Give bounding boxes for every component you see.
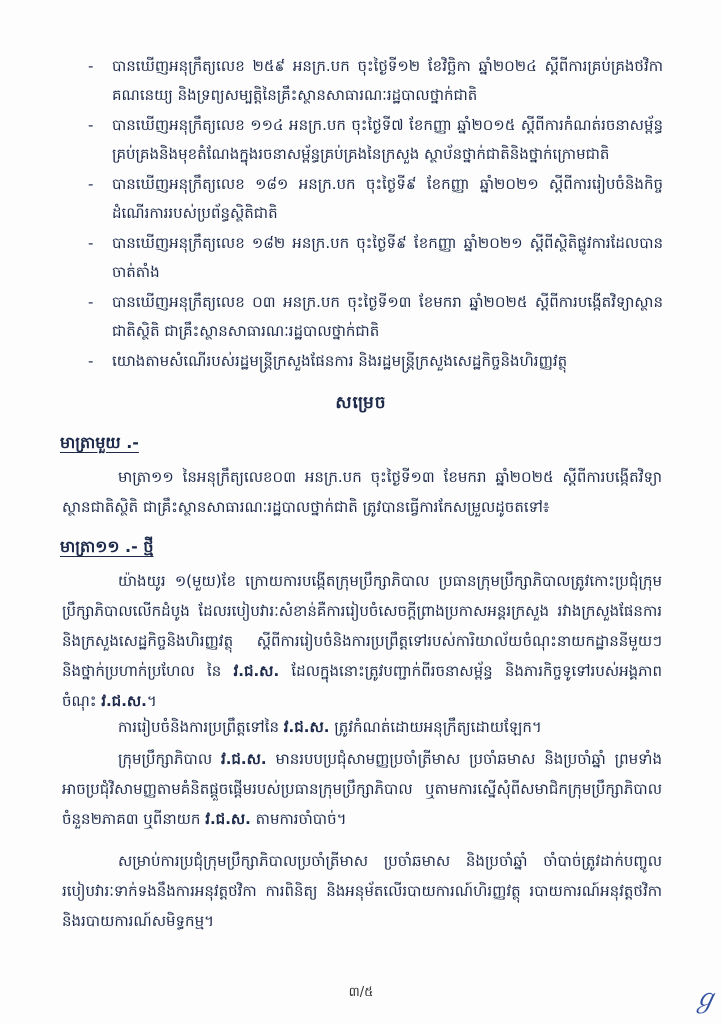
article-eleven-heading: មាត្រា១១ .- ថ្មី (60, 537, 154, 556)
article-eleven-paragraph-2 (62, 712, 662, 742)
bullet-dash: - (88, 175, 94, 193)
handwritten-initial: ℊ (692, 984, 719, 1014)
preamble-item (88, 111, 663, 169)
abbreviation: វ.ជ.ស. (233, 662, 280, 680)
preamble-item (88, 347, 663, 376)
paragraph-text: តាមការចាំបាច់។ (255, 810, 347, 828)
abbreviation: វ.ជ.ស. (220, 750, 267, 768)
paragraph-text: ។ (146, 692, 157, 710)
decision-title: សម្រេច (335, 393, 387, 413)
paragraph-text: មានរបបប្រជុំសាមញ្ញប្រចាំត្រីមាស ប្រចាំឆមាស និងប្រចាំឆ្នាំ ព្រមទាំងអាចប្រជុំវិសាមញ្ញតាមគំនិតផ្ដួចផ្ដើមរបស់ប្រធានក្រុមប្រឹក្សាភិបាល ឬតាមការស្នើសុំពីសមាជិកក្រុមប្រឹក្សាភិបាលចំនួន២ភាគ៣ ឬពីនាយក (62, 750, 662, 828)
abbreviation: វ.ជ.ស. (205, 810, 251, 828)
preamble-list (88, 52, 663, 377)
preamble-item (88, 170, 663, 228)
paragraph-text: ដែលក្នុងនោះត្រូវបញ្ជាក់ពីរចនាសម្ព័ន្ធ និងភារកិច្ចទូទៅរបស់អង្គភាពចំណុះ (62, 662, 662, 710)
bullet-dash: - (88, 293, 94, 311)
preamble-item (88, 52, 663, 110)
preamble-text: បានឃើញអនុក្រឹត្យលេខ ១៨២ អនក្រ.បក ចុះថ្ងៃទី៩ ខែកញ្ញា ឆ្នាំ២០២១ ស្ដីពីស្ថិតិផ្លូវការដែលបានចាត់តាំង (112, 234, 663, 281)
preamble-text: បានឃើញអនុក្រឹត្យលេខ ២៥៩ អនក្រ.បក ចុះថ្ងៃទី១២ ខែវិច្ឆិកា ឆ្នាំ២០២៤ ស្ដីពីការគ្រប់គ្រងថវិកា គណនេយ្យ និងទ្រព្យសម្បត្តិនៃគ្រឹះស្ថានសាធារណៈរដ្ឋបាលថ្នាក់ជាតិ (112, 57, 663, 104)
abbreviation: វ.ជ.ស. (283, 718, 330, 736)
preamble-text: យោងតាមសំណើរបស់រដ្ឋមន្ត្រីក្រសួងផែនការ និងរដ្ឋមន្ត្រីក្រសួងសេដ្ឋកិច្ចនិងហិរញ្ញវត្ថុ (112, 352, 568, 370)
abbreviation: វ.ជ.ស. (101, 692, 147, 710)
article-eleven-paragraph-4: សម្រាប់ការប្រជុំក្រុមប្រឹក្សាភិបាលប្រចាំត្រីមាស ប្រចាំឆមាស និងប្រចាំឆ្នាំ ចាំបាច់ត្រូវដាក់បញ្ចូលរបៀបវារៈទាក់ទងនឹងការអនុវត្តថវិកា ការពិនិត្យ និងអនុម័តលើរបាយការណ៍ហិរញ្ញវត្ថុ របាយការណ៍អនុវត្តថវិកា និងរបាយការណ៍សមិទ្ធកម្ម។ (62, 852, 662, 930)
bullet-dash: - (88, 234, 94, 252)
page-number: ៣/៥ (348, 985, 374, 1000)
bullet-dash: - (88, 57, 94, 75)
article-eleven-paragraph-1 (62, 566, 662, 716)
preamble-item (88, 288, 663, 346)
article-eleven-paragraph-3 (62, 744, 662, 834)
paragraph-text: ក្រុមប្រឹក្សាភិបាល (118, 750, 213, 768)
paragraph-text: ត្រូវកំណត់ដោយអនុក្រឹត្យដោយឡែក។ (334, 718, 542, 736)
article-one-text: មាត្រា១១ នៃអនុក្រឹត្យលេខ០៣ អនក្រ.បក ចុះថ្ងៃទី១៣ ខែមករា ឆ្នាំ២០២៥ ស្ដីពីការបង្កើតវិទ្យាស្ថានជាតិស្ថិតិ ជាគ្រឹះស្ថានសាធារណៈរដ្ឋបាលថ្នាក់ជាតិ ត្រូវបានធ្វើការកែសម្រួលដូចតទៅ៖ (62, 468, 662, 516)
preamble-text: បានឃើញអនុក្រឹត្យលេខ ០៣ អនក្រ.បក ចុះថ្ងៃទី១៣ ខែមករា ឆ្នាំ២០២៥ ស្ដីពីការបង្កើតវិទ្យាស្ថានជាតិស្ថិតិ ជាគ្រឹះស្ថានសាធារណៈរដ្ឋបាលថ្នាក់ជាតិ (112, 293, 663, 340)
paragraph-text: យ៉ាងយូរ ១(មួយ)ខែ ក្រោយការបង្កើតក្រុមប្រឹក្សាភិបាល ប្រធានក្រុមប្រឹក្សាភិបាលត្រូវកោះប្រជុំក្រុមប្រឹក្សាភិបាលលើកដំបូង ដែលរបៀបវារៈសំខាន់គឺការរៀបចំសេចក្ដីព្រាងប្រកាសអន្តរក្រសួង រវាងក្រសួងផែនការ និងក្រសួងសេដ្ឋកិច្ចនិងហិរញ្ញវត្ថុ ស្ដីពីការរៀបចំនិងការប្រព្រឹត្តទៅរបស់ការិយាល័យចំណុះនាយកដ្ឋាននីមួយៗ និងថ្នាក់ប្រហាក់ប្រហែល នៃ (62, 572, 662, 680)
bullet-dash: - (88, 352, 94, 370)
preamble-item (88, 229, 663, 287)
bullet-dash: - (88, 116, 94, 134)
article-one-heading: មាត្រាមួយ .- (60, 433, 139, 452)
preamble-text: បានឃើញអនុក្រឹត្យលេខ ១៨១ អនក្រ.បក ចុះថ្ងៃទី៩ ខែកញ្ញា ឆ្នាំ២០២១ ស្ដីពីការរៀបចំនិងកិច្ចដំណើរការរបស់ប្រព័ន្ធស្ថិតិជាតិ (112, 175, 663, 222)
preamble-text: បានឃើញអនុក្រឹត្យលេខ ១១៤ អនក្រ.បក ចុះថ្ងៃទី៧ ខែកញ្ញា ឆ្នាំ២០១៥ ស្ដីពីការកំណត់រចនាសម្ព័ន្ធគ្រប់គ្រងនិងមុខតំណែងក្នុងរចនាសម្ព័ន្ធគ្រប់គ្រងនៃក្រសួង ស្ថាប័នថ្នាក់ជាតិនិងថ្នាក់ក្រោមជាតិ (112, 116, 663, 163)
paragraph-text: ការរៀបចំនិងការប្រព្រឹត្តទៅនៃ (118, 718, 279, 736)
